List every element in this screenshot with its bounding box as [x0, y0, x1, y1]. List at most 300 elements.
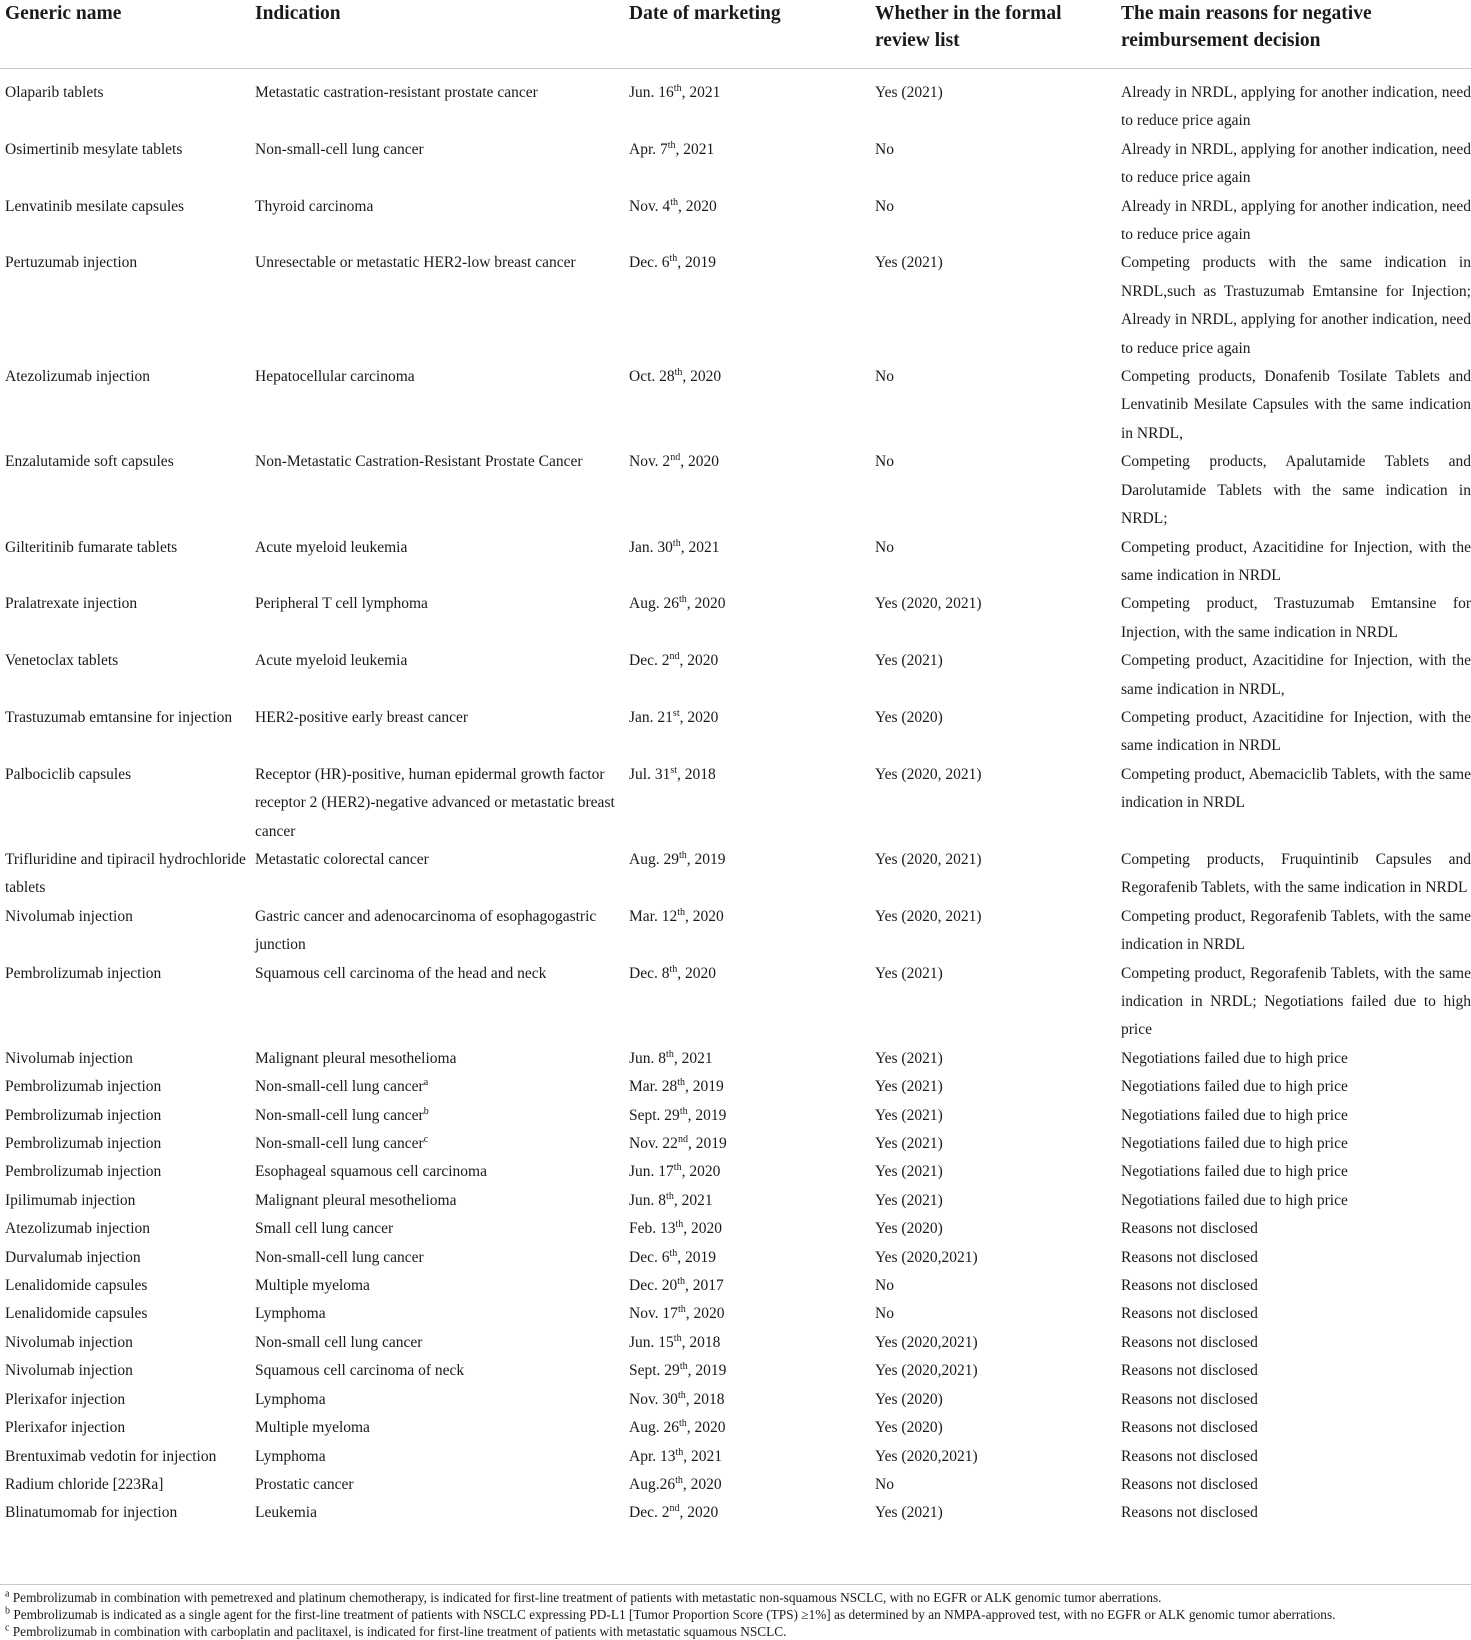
generic-name-cell	[0, 704, 250, 761]
reason-cell	[1116, 1102, 1471, 1130]
table-row	[0, 1386, 1471, 1414]
generic-name-cell	[0, 534, 250, 591]
review-list-cell	[870, 1215, 1116, 1243]
generic-name-cell-text: Trastuzumab emtansine for injection	[5, 708, 233, 726]
generic-name-cell	[0, 590, 250, 647]
review-list-cell	[870, 249, 1116, 363]
table-row	[0, 1130, 1471, 1158]
review-list-cell	[870, 704, 1116, 761]
table-row	[0, 1329, 1471, 1357]
reason-cell-text: Reasons not disclosed	[1121, 1504, 1258, 1522]
indication-cell	[250, 363, 624, 448]
review-list-cell-text: Yes (2021)	[875, 84, 943, 101]
date-cell-text: Jan. 30th, 2021	[629, 537, 720, 556]
reason-cell	[1116, 69, 1471, 136]
indication-cell	[250, 1130, 624, 1158]
reason-cell-text: Competing product, Azacitidine for Injection, with the same indication in NRDL	[1121, 538, 1471, 584]
generic-name-cell-text: Atezolizumab injection	[5, 1220, 151, 1238]
date-cell	[624, 1130, 870, 1158]
date-cell	[624, 1357, 870, 1385]
table-row	[0, 1300, 1471, 1328]
generic-name-cell-text: Lenvatinib mesilate capsules	[5, 197, 185, 215]
date-cell	[624, 1499, 870, 1527]
indication-cell-text: Squamous cell carcinoma of neck	[255, 1362, 465, 1380]
generic-name-cell	[0, 1073, 250, 1101]
date-cell	[624, 647, 870, 704]
table-row	[0, 960, 1471, 1045]
date-cell-text: Feb. 13th, 2020	[629, 1219, 723, 1238]
review-list-cell	[870, 1329, 1116, 1357]
generic-name-cell	[0, 1187, 250, 1215]
reason-cell-text: Reasons not disclosed	[1121, 1277, 1258, 1295]
review-list-cell-text: Yes (2020, 2021)	[875, 850, 982, 868]
generic-name-cell	[0, 1244, 250, 1272]
generic-name-cell	[0, 136, 250, 193]
indication-cell-text: Multiple myeloma	[255, 1277, 370, 1295]
review-list-cell-text: Yes (2020)	[875, 1419, 943, 1437]
date-cell	[624, 590, 870, 647]
generic-name-cell	[0, 903, 250, 960]
header-date-of-marketing: Date of marketing	[624, 0, 870, 69]
review-list-cell-text: Yes (2020)	[875, 708, 943, 726]
generic-name-cell	[0, 1272, 250, 1300]
indication-cell	[250, 1244, 624, 1272]
date-cell	[624, 1414, 870, 1442]
reason-cell	[1116, 363, 1471, 448]
reason-cell-text: Already in NRDL, applying for another indication, need to reduce price again	[1121, 197, 1471, 244]
date-cell-text: Jul. 31st, 2018	[629, 764, 716, 783]
generic-name-cell	[0, 1471, 250, 1499]
generic-name-cell	[0, 1045, 250, 1073]
reason-cell-text: Reasons not disclosed	[1121, 1220, 1258, 1238]
date-cell-text: Dec. 6th, 2019	[629, 253, 716, 272]
indication-cell	[250, 448, 624, 533]
date-cell-text: Dec. 20th, 2017	[629, 1275, 724, 1295]
table-row	[0, 903, 1471, 960]
date-cell-text: Oct. 28th, 2020	[629, 366, 722, 386]
generic-name-cell-text: Nivolumab injection	[5, 1049, 133, 1067]
generic-name-cell-text: Lenalidomide capsules	[5, 1305, 148, 1323]
table-row	[0, 1158, 1471, 1186]
footnote-marker: b	[423, 1105, 429, 1117]
review-list-cell-text: No	[875, 1475, 894, 1493]
footnote-marker: a	[423, 1077, 429, 1089]
reason-cell-text: Reasons not disclosed	[1121, 1362, 1258, 1380]
reason-cell	[1116, 846, 1471, 903]
reason-cell-text: Reasons not disclosed	[1121, 1419, 1258, 1437]
indication-cell	[250, 1073, 624, 1101]
indication-cell	[250, 1158, 624, 1186]
generic-name-cell-text: Pembrolizumab injection	[5, 1163, 162, 1181]
indication-cell	[250, 1045, 624, 1073]
reason-cell	[1116, 1443, 1471, 1471]
date-cell	[624, 1158, 870, 1186]
indication-cell-text: Lymphoma	[255, 1305, 326, 1323]
indication-cell	[250, 647, 624, 704]
indication-cell	[250, 960, 624, 1045]
reason-cell	[1116, 1158, 1471, 1186]
indication-cell-text: Malignant pleural mesothelioma	[255, 1049, 457, 1067]
review-list-cell-text: Yes (2021)	[875, 1049, 943, 1067]
date-cell-text: Apr. 7th, 2021	[629, 139, 715, 158]
review-list-cell	[870, 846, 1116, 903]
generic-name-cell	[0, 1158, 250, 1186]
date-cell-text: Nov. 22nd, 2019	[629, 1133, 727, 1153]
footnote-mark: a	[5, 1588, 10, 1600]
generic-name-cell	[0, 448, 250, 533]
table-body	[0, 69, 1471, 1528]
review-list-cell-text: Yes (2020)	[875, 1220, 943, 1238]
header-review-list: Whether in the formal review list	[870, 0, 1116, 69]
table-row	[0, 1045, 1471, 1073]
table-row	[0, 1272, 1471, 1300]
generic-name-cell-text: Venetoclax tablets	[5, 652, 119, 670]
reason-cell	[1116, 1357, 1471, 1385]
generic-name-cell-text: Ipilimumab injection	[5, 1191, 136, 1209]
indication-cell	[250, 1102, 624, 1130]
generic-name-cell	[0, 193, 250, 250]
review-list-cell	[870, 1499, 1116, 1527]
generic-name-cell-text: Osimertinib mesylate tablets	[5, 140, 183, 158]
indication-cell-text: Thyroid carcinoma	[255, 197, 374, 215]
indication-cell	[250, 249, 624, 363]
indication-cell	[250, 1329, 624, 1357]
indication-cell	[250, 846, 624, 903]
generic-name-cell	[0, 647, 250, 704]
generic-name-cell-text: Pembrolizumab injection	[5, 1135, 162, 1153]
reason-cell-text: Reasons not disclosed	[1121, 1305, 1258, 1323]
date-cell-text: Sept. 29th, 2019	[629, 1361, 727, 1380]
reason-cell-text: Negotiations failed due to high price	[1121, 1078, 1348, 1096]
table-row	[0, 1187, 1471, 1215]
date-cell	[624, 1215, 870, 1243]
indication-cell-text: Small cell lung cancer	[255, 1220, 394, 1238]
indication-cell	[250, 761, 624, 846]
reason-cell	[1116, 534, 1471, 591]
generic-name-cell-text: Radium chloride [223Ra]	[5, 1475, 164, 1493]
date-cell-text: Jun. 8th, 2021	[629, 1190, 713, 1209]
review-list-cell	[870, 1102, 1116, 1130]
table-row	[0, 249, 1471, 363]
generic-name-cell-text: Nivolumab injection	[5, 1362, 133, 1380]
review-list-cell-text: No	[875, 1305, 894, 1323]
indication-cell	[250, 1386, 624, 1414]
generic-name-cell	[0, 1329, 250, 1357]
review-list-cell-text: Yes (2021)	[875, 1191, 943, 1209]
date-cell-text: Nov. 2nd, 2020	[629, 452, 719, 471]
review-list-cell	[870, 761, 1116, 846]
reason-cell	[1116, 1499, 1471, 1527]
reason-cell-text: Already in NRDL, applying for another indication, need to reduce price again	[1121, 84, 1471, 130]
reason-cell-text: Negotiations failed due to high price	[1121, 1163, 1348, 1181]
reason-cell-text: Reasons not disclosed	[1121, 1475, 1258, 1493]
date-cell	[624, 193, 870, 250]
review-list-cell	[870, 1357, 1116, 1385]
review-list-cell	[870, 69, 1116, 136]
indication-cell-text: Lymphoma	[255, 1390, 326, 1408]
review-list-cell-text: Yes (2020, 2021)	[875, 765, 982, 783]
table-row	[0, 363, 1471, 448]
review-list-cell-text: Yes (2021)	[875, 1163, 943, 1181]
indication-cell-text: Metastatic castration-resistant prostate cancer	[255, 84, 538, 101]
footnote-mark: b	[5, 1605, 10, 1617]
date-cell-text: Dec. 8th, 2020	[629, 963, 716, 982]
indication-cell	[250, 1499, 624, 1527]
indication-cell-text: Acute myeloid leukemia	[255, 652, 408, 670]
reason-cell-text: Already in NRDL, applying for another indication, need to reduce price again	[1121, 140, 1471, 187]
reason-cell	[1116, 1329, 1471, 1357]
review-list-cell-text: Yes (2021)	[875, 1106, 943, 1124]
indication-cell	[250, 69, 624, 136]
indication-cell	[250, 903, 624, 960]
date-cell-text: Jun. 17th, 2020	[629, 1162, 721, 1181]
indication-cell	[250, 590, 624, 647]
date-cell	[624, 1073, 870, 1101]
generic-name-cell	[0, 1386, 250, 1414]
review-list-cell	[870, 590, 1116, 647]
table-row	[0, 1357, 1471, 1385]
review-list-cell	[870, 363, 1116, 448]
reason-cell-text: Reasons not disclosed	[1121, 1333, 1258, 1351]
reason-cell-text: Competing products, Apalutamide Tablets and Darolutamide Tablets with the same indication in NRDL;	[1121, 453, 1471, 528]
footnote-marker: c	[423, 1133, 429, 1145]
indication-cell-text: Multiple myeloma	[255, 1419, 370, 1437]
indication-cell	[250, 534, 624, 591]
generic-name-cell-text: Atezolizumab injection	[5, 368, 151, 386]
reason-cell	[1116, 193, 1471, 250]
generic-name-cell	[0, 846, 250, 903]
review-list-cell-text: No	[875, 140, 894, 158]
table-row	[0, 193, 1471, 250]
generic-name-cell-text: Olaparib tablets	[5, 84, 104, 101]
indication-cell	[250, 1187, 624, 1215]
indication-cell	[250, 136, 624, 193]
date-cell	[624, 1244, 870, 1272]
reason-cell-text: Competing product, Regorafenib Tablets, with the same indication in NRDL	[1121, 907, 1471, 954]
generic-name-cell-text: Nivolumab injection	[5, 1333, 133, 1351]
table-row	[0, 590, 1471, 647]
indication-cell	[250, 1471, 624, 1499]
indication-cell-text: Lymphoma	[255, 1447, 326, 1465]
reason-cell-text: Competing product, Azacitidine for Injection, with the same indication in NRDL,	[1121, 652, 1471, 698]
table-row	[0, 1471, 1471, 1499]
reason-cell	[1116, 903, 1471, 960]
review-list-cell	[870, 448, 1116, 533]
generic-name-cell	[0, 1414, 250, 1442]
reason-cell	[1116, 1471, 1471, 1499]
review-list-cell-text: Yes (2020,2021)	[875, 1447, 978, 1465]
reason-cell	[1116, 249, 1471, 363]
reason-cell-text: Competing product, Abemaciclib Tablets, with the same indication in NRDL	[1121, 765, 1471, 812]
header-main-reasons: The main reasons for negative reimbursement decision	[1116, 0, 1471, 69]
generic-name-cell-text: Plerixafor injection	[5, 1419, 126, 1437]
reason-cell	[1116, 448, 1471, 533]
footnotes	[0, 1584, 1471, 1640]
table-row	[0, 846, 1471, 903]
date-cell	[624, 761, 870, 846]
reason-cell-text: Competing product, Trastuzumab Emtansine for Injection, with the same indication in NRDL	[1121, 595, 1471, 641]
reason-cell	[1116, 1386, 1471, 1414]
header-indication: Indication	[250, 0, 624, 69]
indication-cell-text: Non-small-cell lung cancer	[255, 140, 424, 158]
date-cell-text: Dec. 6th, 2019	[629, 1247, 716, 1266]
indication-cell-text: Prostatic cancer	[255, 1475, 354, 1493]
reason-cell-text: Reasons not disclosed	[1121, 1248, 1258, 1266]
table-row	[0, 1443, 1471, 1471]
date-cell-text: Nov. 30th, 2018	[629, 1389, 725, 1408]
table-row	[0, 1073, 1471, 1101]
indication-cell-text: Receptor (HR)-positive, human epidermal growth factor receptor 2 (HER2)-negative advanced or metastatic breast cancer	[255, 765, 615, 840]
indication-cell-text: Acute myeloid leukemia	[255, 538, 408, 556]
generic-name-cell-text: Trifluridine and tipiracil hydrochloride tablets	[5, 850, 246, 897]
table-row	[0, 69, 1471, 136]
footnote-b	[0, 1606, 1471, 1623]
reason-cell	[1116, 1045, 1471, 1073]
review-list-cell	[870, 1073, 1116, 1101]
reason-cell-text: Negotiations failed due to high price	[1121, 1049, 1348, 1067]
date-cell-text: Jan. 21st, 2020	[629, 707, 719, 726]
indication-cell	[250, 1272, 624, 1300]
review-list-cell	[870, 136, 1116, 193]
date-cell-text: Apr. 13th, 2021	[629, 1446, 723, 1465]
review-list-cell-text: Yes (2021)	[875, 1135, 943, 1153]
table-row	[0, 761, 1471, 846]
review-list-cell	[870, 1130, 1116, 1158]
review-list-cell-text: No	[875, 538, 894, 556]
reason-cell-text: Negotiations failed due to high price	[1121, 1135, 1348, 1153]
review-list-cell-text: Yes (2021)	[875, 254, 943, 272]
generic-name-cell	[0, 960, 250, 1045]
date-cell-text: Jun. 15th, 2018	[629, 1332, 721, 1351]
indication-cell-text: Peripheral T cell lymphoma	[255, 595, 428, 613]
generic-name-cell	[0, 1357, 250, 1385]
review-list-cell-text: Yes (2020)	[875, 1390, 943, 1408]
reason-cell	[1116, 1215, 1471, 1243]
review-list-cell	[870, 1300, 1116, 1328]
reason-cell-text: Competing products, Fruquintinib Capsules and Regorafenib Tablets, with the same indication in NRDL	[1121, 850, 1471, 897]
review-list-cell-text: Yes (2020,2021)	[875, 1248, 978, 1266]
review-list-cell	[870, 1045, 1116, 1073]
indication-cell	[250, 1215, 624, 1243]
date-cell	[624, 903, 870, 960]
date-cell	[624, 1300, 870, 1328]
date-cell	[624, 1187, 870, 1215]
date-cell-text: Aug. 29th, 2019	[629, 849, 726, 868]
date-cell	[624, 1102, 870, 1130]
date-cell-text: Dec. 2nd, 2020	[629, 650, 719, 670]
generic-name-cell-text: Palbociclib capsules	[5, 765, 132, 783]
reason-cell	[1116, 1130, 1471, 1158]
review-list-cell-text: No	[875, 1277, 894, 1295]
reason-cell	[1116, 704, 1471, 761]
table-row	[0, 1215, 1471, 1243]
indication-cell-text: HER2-positive early breast cancer	[255, 708, 469, 726]
date-cell	[624, 448, 870, 533]
reason-cell-text: Competing product, Regorafenib Tablets, with the same indication in NRDL; Negotiations failed due to high price	[1121, 964, 1471, 1039]
date-cell	[624, 1329, 870, 1357]
indication-cell-text: Non-Metastatic Castration-Resistant Prostate Cancer	[255, 453, 583, 471]
reason-cell	[1116, 761, 1471, 846]
date-cell	[624, 704, 870, 761]
reason-cell-text: Competing product, Azacitidine for Injection, with the same indication in NRDL	[1121, 708, 1471, 755]
indication-cell	[250, 1357, 624, 1385]
generic-name-cell-text: Pertuzumab injection	[5, 254, 138, 272]
generic-name-cell	[0, 1130, 250, 1158]
reason-cell-text: Negotiations failed due to high price	[1121, 1106, 1348, 1124]
date-cell	[624, 1272, 870, 1300]
review-list-cell	[870, 1158, 1116, 1186]
date-cell-text: Jun. 16th, 2021	[629, 82, 721, 101]
review-list-cell	[870, 1187, 1116, 1215]
generic-name-cell	[0, 249, 250, 363]
reason-cell-text: Competing products, Donafenib Tosilate Tablets and Lenvatinib Mesilate Capsules with the same indication in NRDL,	[1121, 368, 1471, 442]
review-list-cell-text: Yes (2021)	[875, 652, 943, 670]
footnote-text: Pembrolizumab is indicated as a single agent for the first-line treatment of patients with NSCLC expressing PD-L1 [Tumor Proportion Score (TPS) ≥1%] as determined by an NMPA-approved test, with no EGFR or ALK genomic tumor aberrations.	[13, 1607, 1336, 1622]
reason-cell	[1116, 1244, 1471, 1272]
indication-cell	[250, 193, 624, 250]
indication-cell	[250, 1414, 624, 1442]
reason-cell	[1116, 1073, 1471, 1101]
generic-name-cell	[0, 69, 250, 136]
generic-name-cell	[0, 1215, 250, 1243]
indication-cell-text: Esophageal squamous cell carcinoma	[255, 1163, 487, 1181]
table-row	[0, 534, 1471, 591]
table-row	[0, 1499, 1471, 1527]
date-cell-text: Mar. 12th, 2020	[629, 906, 724, 925]
review-list-cell-text: Yes (2021)	[875, 964, 943, 982]
generic-name-cell-text: Pembrolizumab injection	[5, 1106, 162, 1124]
reason-cell-text: Negotiations failed due to high price	[1121, 1191, 1348, 1209]
indication-cell-text: Non-small-cell lung cancer	[255, 1135, 424, 1153]
table-row	[0, 448, 1471, 533]
review-list-cell-text: Yes (2020, 2021)	[875, 595, 982, 613]
date-cell-text: Aug. 26th, 2020	[629, 1417, 726, 1437]
reason-cell	[1116, 136, 1471, 193]
table-row	[0, 136, 1471, 193]
table-row	[0, 1244, 1471, 1272]
date-cell-text: Dec. 2nd, 2020	[629, 1503, 719, 1522]
date-cell-text: Sept. 29th, 2019	[629, 1105, 727, 1124]
table-row	[0, 1414, 1471, 1442]
table-header	[0, 0, 1471, 69]
generic-name-cell-text: Durvalumab injection	[5, 1248, 141, 1266]
indication-cell-text: Gastric cancer and adenocarcinoma of esophagogastric junction	[255, 907, 597, 954]
date-cell-text: Aug. 26th, 2020	[629, 594, 726, 613]
indication-cell-text: Non-small-cell lung cancer	[255, 1248, 424, 1266]
table-row	[0, 704, 1471, 761]
date-cell	[624, 249, 870, 363]
review-list-cell	[870, 1244, 1116, 1272]
generic-name-cell-text: Lenalidomide capsules	[5, 1277, 148, 1295]
footnote-c	[0, 1623, 1471, 1640]
indication-cell-text: Hepatocellular carcinoma	[255, 368, 415, 386]
indication-cell	[250, 704, 624, 761]
date-cell	[624, 136, 870, 193]
review-list-cell-text: Yes (2021)	[875, 1504, 943, 1522]
indication-cell-text: Unresectable or metastatic HER2-low breast cancer	[255, 254, 576, 272]
indication-cell-text: Metastatic colorectal cancer	[255, 850, 429, 868]
indication-cell-text: Non-small-cell lung cancer	[255, 1078, 424, 1096]
reason-cell	[1116, 960, 1471, 1045]
review-list-cell	[870, 534, 1116, 591]
reason-cell-text: Reasons not disclosed	[1121, 1390, 1258, 1408]
review-list-cell	[870, 1272, 1116, 1300]
review-list-cell	[870, 1471, 1116, 1499]
review-list-cell	[870, 903, 1116, 960]
reason-cell	[1116, 1187, 1471, 1215]
generic-name-cell-text: Blinatumomab for injection	[5, 1504, 178, 1522]
reason-cell-text: Competing products with the same indication in NRDL,such as Trastuzumab Emtansine for Injection; Already in NRDL, applying for another indication, need to reduce price again	[1121, 254, 1471, 357]
